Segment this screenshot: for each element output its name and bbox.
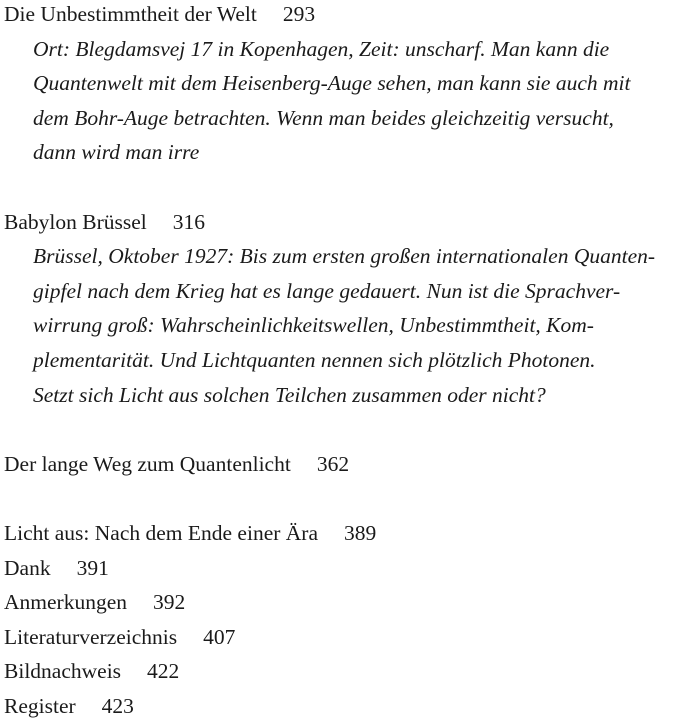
toc-entry — [4, 205, 684, 413]
entry-title-line — [4, 585, 684, 620]
entry-title-line — [4, 516, 684, 551]
entry-description-line: Brüssel, Oktober 1927: Bis zum ersten großen internationalen Quanten- — [33, 244, 656, 269]
entry-page-number: 362 — [316, 451, 350, 476]
entry-page-number: 407 — [203, 624, 236, 649]
entry-page-number: 293 — [282, 2, 316, 26]
toc-entry — [4, 447, 684, 482]
entry-description-line: dem Bohr-Auge betrachten. Wenn man beides gleichzeitig versucht, — [33, 105, 614, 130]
toc-entry — [4, 585, 684, 620]
entry-title: Bildnachweis — [4, 659, 122, 684]
entry-page-number: 316 — [172, 209, 205, 234]
entry-page-number: 392 — [153, 590, 186, 615]
entry-title: Babylon Brüssel — [4, 209, 147, 234]
toc-entry — [4, 654, 684, 689]
toc-entry — [4, 620, 684, 655]
entry-title: Literaturverzeichnis — [4, 624, 178, 649]
entry-title: Dank — [4, 555, 51, 580]
entry-title-line — [4, 205, 684, 240]
entry-description-line: wirrung groß: Wahrscheinlichkeitswellen, Unbestimmtheit, Kom- — [33, 313, 594, 338]
entry-title-line — [4, 447, 684, 482]
entry-description-line: Ort: Blegdamsvej 17 in Kopenhagen, Zeit: unscharf. Man kann die — [33, 36, 610, 61]
entry-title: Der lange Weg zum Quantenlicht — [4, 451, 291, 476]
entry-page-number: 389 — [344, 520, 377, 545]
spacer — [4, 170, 684, 205]
entry-description-line: plementarität. Und Lichtquanten nennen sich plötzlich Photonen. — [33, 347, 596, 372]
spacer — [4, 481, 684, 516]
toc-entry — [4, 0, 684, 170]
spacer — [4, 412, 684, 447]
entry-title-line — [4, 551, 684, 586]
entry-title: Register — [4, 693, 76, 718]
entry-page-number: 391 — [76, 555, 109, 580]
entry-title-line — [4, 0, 684, 32]
entry-title: Licht aus: Nach dem Ende einer Ära — [4, 520, 319, 545]
entry-description-line: Quantenwelt mit dem Heisenberg-Auge sehen, man kann sie auch mit — [33, 71, 631, 96]
entry-title: Die Unbestimmtheit der Welt — [4, 2, 257, 26]
entry-description-line: dann wird man irre — [33, 140, 200, 165]
entry-title: Anmerkungen — [4, 590, 127, 615]
entry-title-line — [4, 654, 684, 689]
entry-description-line: Setzt sich Licht aus solchen Teilchen zusammen oder nicht? — [33, 382, 546, 407]
entry-title-line — [4, 689, 684, 723]
toc-entry — [4, 551, 684, 586]
entry-title-line — [4, 620, 684, 655]
table-of-contents — [4, 0, 684, 723]
entry-description-line: gipfel nach dem Krieg hat es lange gedauert. Nun ist die Sprachver- — [33, 278, 621, 303]
entry-page-number: 423 — [101, 693, 134, 718]
toc-entry — [4, 689, 684, 723]
toc-entry — [4, 516, 684, 551]
entry-page-number: 422 — [147, 659, 180, 684]
